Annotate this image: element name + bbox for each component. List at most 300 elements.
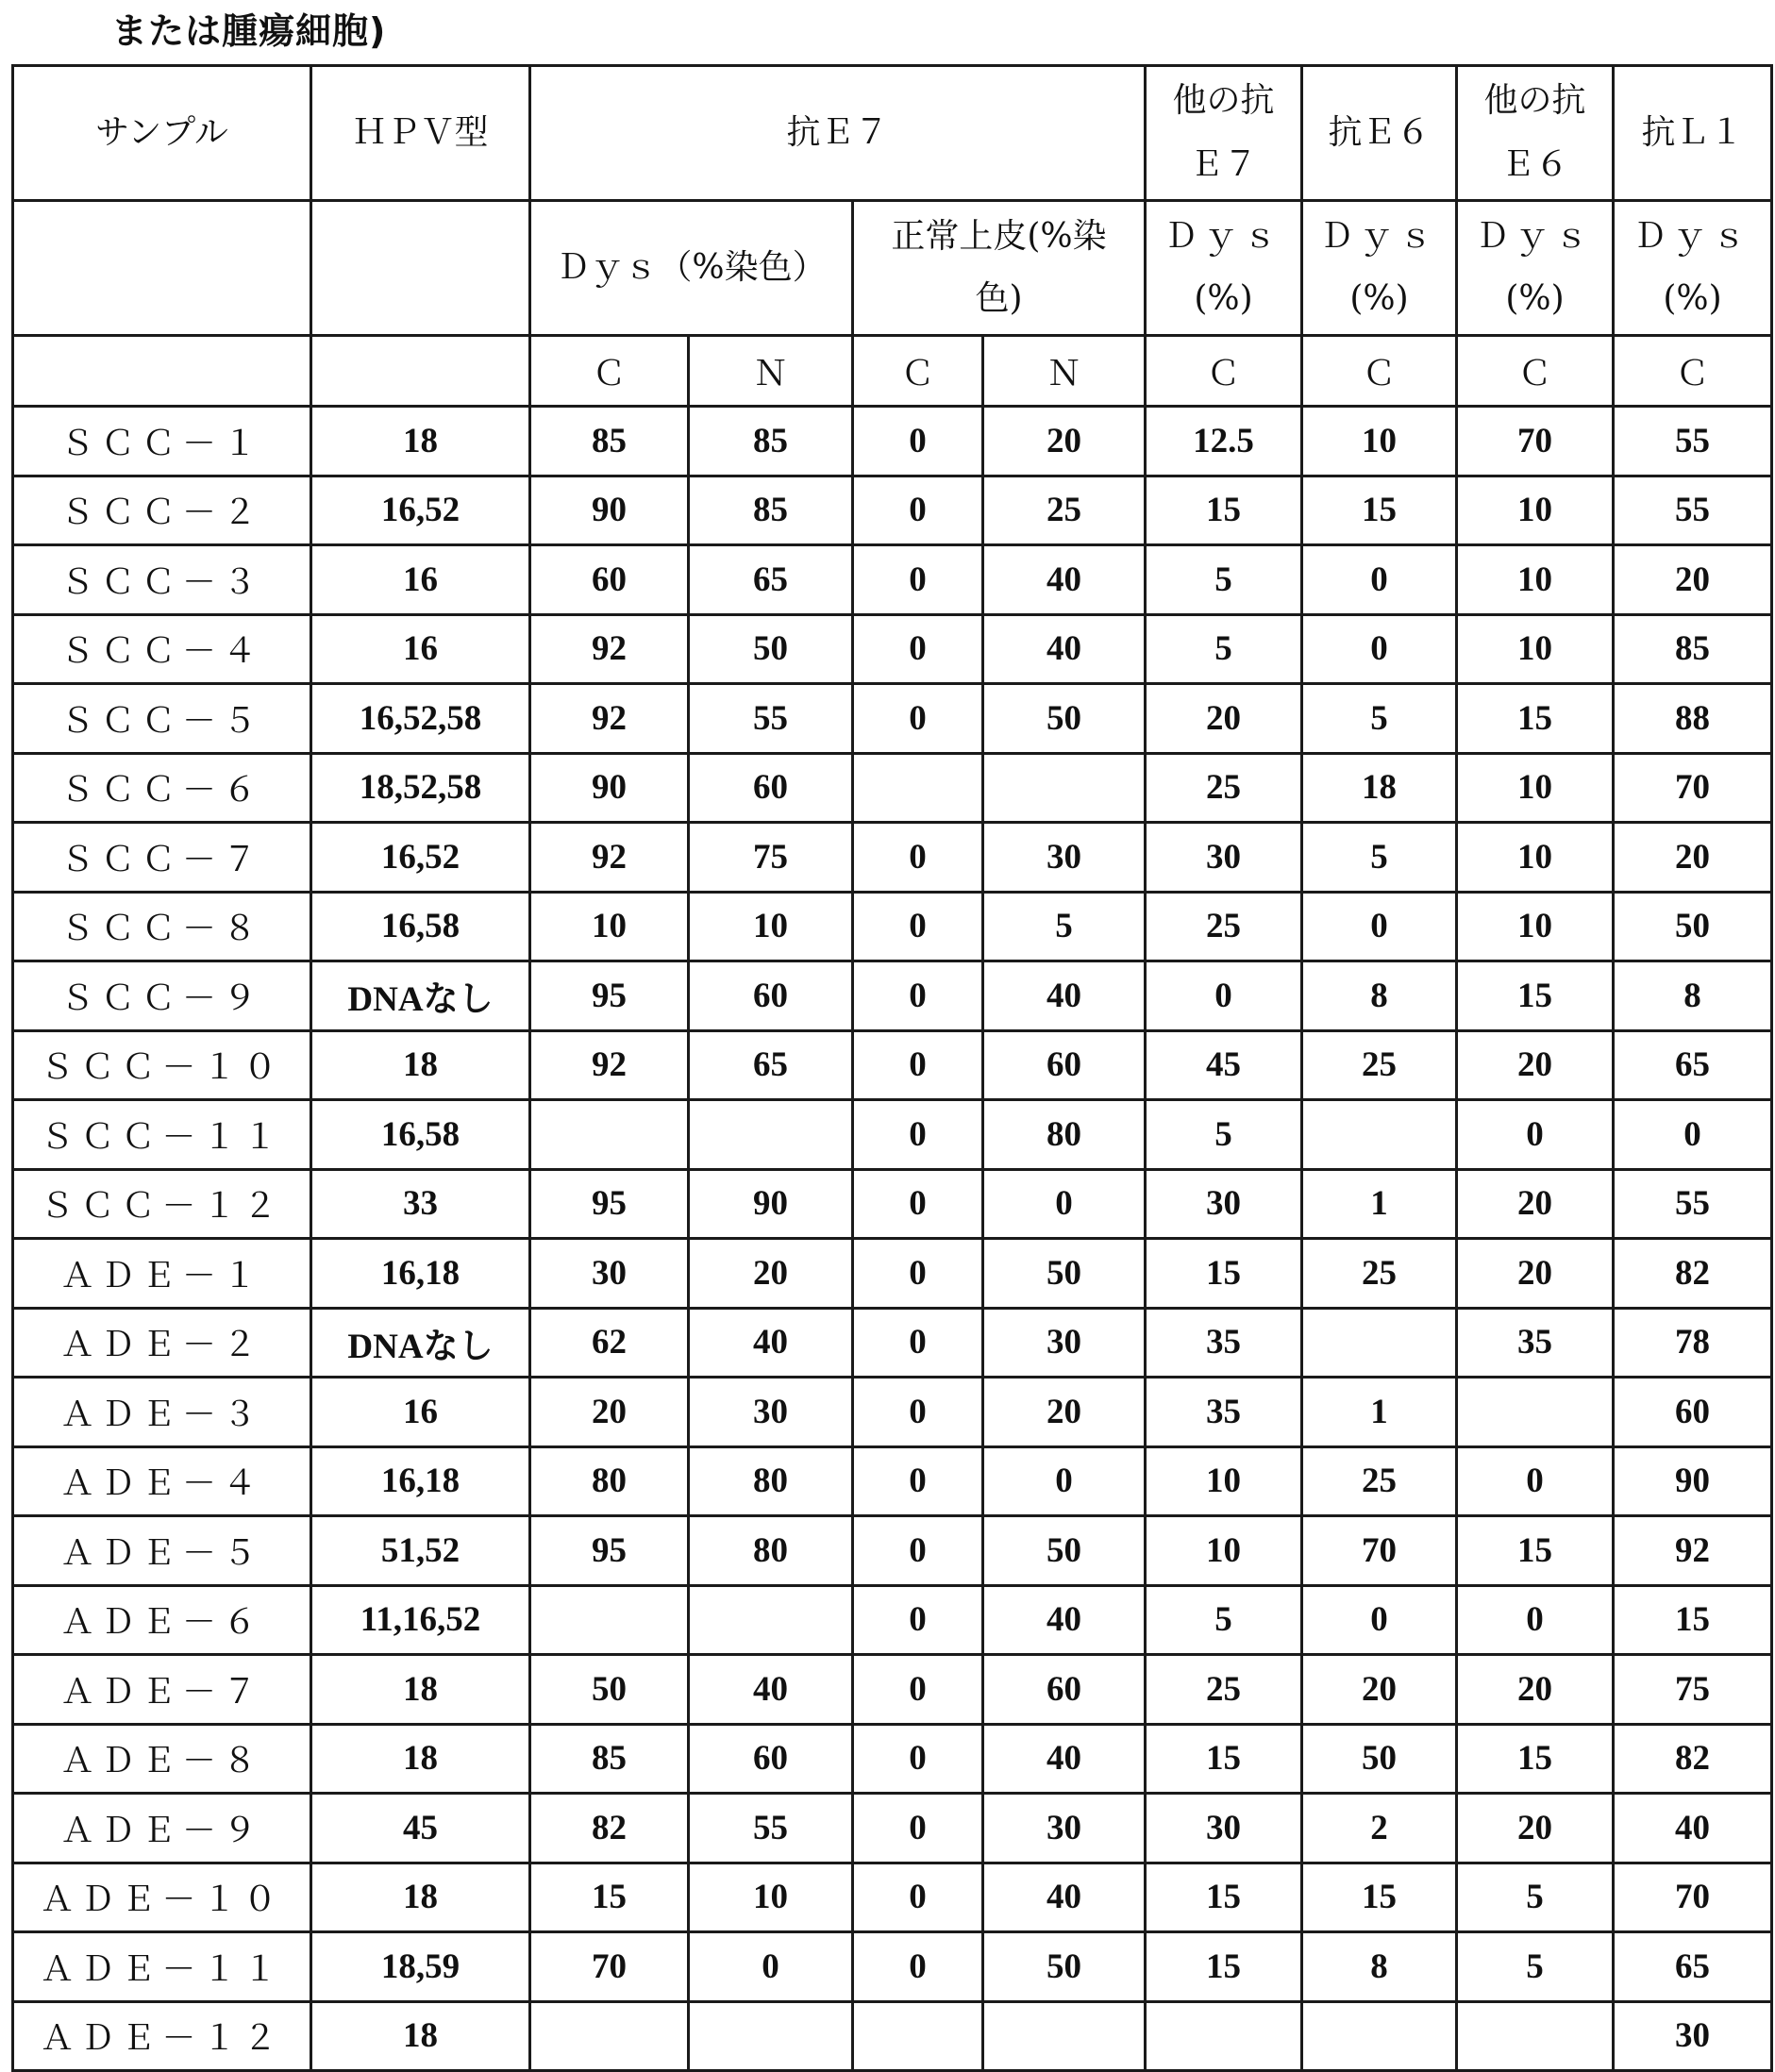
table-cell: 15 xyxy=(1457,961,1614,1031)
cn-cell: Ｎ xyxy=(689,336,853,407)
table-cell: 20 xyxy=(1457,1794,1614,1863)
table-row xyxy=(13,684,1772,754)
table-cell: 82 xyxy=(1614,1724,1772,1794)
table-cell: 0 xyxy=(1302,892,1457,961)
table-cell: 78 xyxy=(1614,1308,1772,1378)
table-cell: 15 xyxy=(1457,684,1614,754)
table-cell: 5 xyxy=(1302,684,1457,754)
table-cell: 18,52,58 xyxy=(311,753,530,823)
table-cell: 10 xyxy=(1302,407,1457,476)
table-cell: 50 xyxy=(1302,1724,1457,1794)
table-cell xyxy=(853,2001,983,2071)
table-cell: 18 xyxy=(311,1030,530,1100)
table-cell: 30 xyxy=(1146,1794,1302,1863)
sample-name-cell: ＳＣＣ－１２ xyxy=(13,1169,311,1239)
table-cell: 11,16,52 xyxy=(311,1585,530,1655)
table-cell: 15 xyxy=(1457,1516,1614,1586)
table-cell: 55 xyxy=(1614,476,1772,545)
table-cell: 40 xyxy=(983,1724,1146,1794)
table-cell: 40 xyxy=(983,1585,1146,1655)
table-row xyxy=(13,407,1772,476)
table-cell: 55 xyxy=(689,1794,853,1863)
dys-label: Ｄｙｓ xyxy=(1476,217,1595,256)
header-other-anti-e7 xyxy=(1146,66,1302,201)
table-cell: 15 xyxy=(1302,1863,1457,1932)
table-cell: 40 xyxy=(983,1863,1146,1932)
table-cell: 25 xyxy=(1146,753,1302,823)
table-cell: 20 xyxy=(1457,1169,1614,1239)
table-cell: 75 xyxy=(1614,1655,1772,1725)
header-hpv-type: ＨＰＶ型 xyxy=(311,66,530,201)
table-cell: 65 xyxy=(689,545,853,615)
table-cell: 15 xyxy=(1302,476,1457,545)
table-cell: 85 xyxy=(689,407,853,476)
table-cell: 65 xyxy=(1614,1932,1772,2002)
table-cell: 0 xyxy=(853,1724,983,1794)
sample-name-cell: ＡＤＥ－３ xyxy=(13,1378,311,1447)
table-cell: 2 xyxy=(1302,1794,1457,1863)
table-cell: 15 xyxy=(1146,476,1302,545)
sample-name-cell: ＡＤＥ－６ xyxy=(13,1585,311,1655)
table-cell: 15 xyxy=(1146,1239,1302,1309)
table-row xyxy=(13,1585,1772,1655)
table-row xyxy=(13,1516,1772,1586)
table-cell: 0 xyxy=(853,1516,983,1586)
sample-name-cell: ＳＣＣ－１ xyxy=(13,407,311,476)
table-cell: 12.5 xyxy=(1146,407,1302,476)
table-cell xyxy=(983,2001,1146,2071)
table-cell: 0 xyxy=(853,545,983,615)
table-cell: 15 xyxy=(530,1863,689,1932)
pct-label: (%) xyxy=(1349,279,1408,318)
table-cell: 10 xyxy=(1457,545,1614,615)
subheader-blank-sample xyxy=(13,201,311,336)
table-cell: 80 xyxy=(689,1516,853,1586)
header-other-anti-e6 xyxy=(1457,66,1614,201)
table-cell: 0 xyxy=(1614,1100,1772,1170)
table-cell: 45 xyxy=(1146,1030,1302,1100)
table-cell: 95 xyxy=(530,961,689,1031)
table-row xyxy=(13,892,1772,961)
table-cell: 25 xyxy=(1302,1239,1457,1309)
table-cell: 10 xyxy=(1457,614,1614,684)
header-other-anti-e7-line1: 他の抗 xyxy=(1173,81,1275,120)
table-cell: 10 xyxy=(1457,476,1614,545)
table-cell: 45 xyxy=(311,1794,530,1863)
cn-cell: Ｃ xyxy=(1614,336,1772,407)
table-cell: 0 xyxy=(1457,1100,1614,1170)
sample-name-cell: ＡＤＥ－５ xyxy=(13,1516,311,1586)
sample-name-cell: ＳＣＣ－３ xyxy=(13,545,311,615)
table-cell: 0 xyxy=(853,476,983,545)
header-anti-l1: 抗Ｌ１ xyxy=(1614,66,1772,201)
table-cell: 50 xyxy=(983,1516,1146,1586)
cn-cell: Ｃ xyxy=(853,336,983,407)
table-row xyxy=(13,961,1772,1031)
table-cell: 18 xyxy=(311,1655,530,1725)
table-row xyxy=(13,1932,1772,2002)
table-cell xyxy=(530,1100,689,1170)
header-anti-e6: 抗Ｅ６ xyxy=(1302,66,1457,201)
table-cell: 15 xyxy=(1614,1585,1772,1655)
table-cell: 82 xyxy=(1614,1239,1772,1309)
subheader-dys-pct-2 xyxy=(1302,201,1457,336)
cn-cell: Ｃ xyxy=(530,336,689,407)
table-cell: 51,52 xyxy=(311,1516,530,1586)
table-cell: 85 xyxy=(689,476,853,545)
table-cell: 35 xyxy=(1457,1308,1614,1378)
table-cell: 5 xyxy=(1146,545,1302,615)
table-cell xyxy=(1457,2001,1614,2071)
table-cell: 50 xyxy=(983,684,1146,754)
table-row xyxy=(13,614,1772,684)
table-row xyxy=(13,1239,1772,1309)
subheader-normal-epi-line1: 正常上皮(%染 xyxy=(891,217,1106,256)
table-cell xyxy=(1146,2001,1302,2071)
table-cell: 25 xyxy=(1302,1446,1457,1516)
table-cell: 0 xyxy=(689,1932,853,2002)
sample-name-cell: ＳＣＣ－５ xyxy=(13,684,311,754)
table-cell: 16 xyxy=(311,1378,530,1447)
table-cell: 92 xyxy=(530,1030,689,1100)
table-cell: 0 xyxy=(853,1169,983,1239)
table-cell: 0 xyxy=(1457,1585,1614,1655)
dys-label: Ｄｙｓ xyxy=(1633,217,1752,256)
subheader-normal-epi-line2: 色) xyxy=(975,279,1022,318)
table-cell: 0 xyxy=(1302,1585,1457,1655)
table-cell: 30 xyxy=(689,1378,853,1447)
table-cell: 25 xyxy=(1302,1030,1457,1100)
table-cell: 20 xyxy=(983,407,1146,476)
table-row xyxy=(13,823,1772,893)
table-cell: 10 xyxy=(1146,1516,1302,1586)
table-cell: DNAなし xyxy=(311,1308,530,1378)
table-cell: 10 xyxy=(689,892,853,961)
pct-label: (%) xyxy=(1663,279,1721,318)
table-row xyxy=(13,1724,1772,1794)
table-cell: 18 xyxy=(311,1863,530,1932)
table-cell: 60 xyxy=(983,1030,1146,1100)
table-cell: 0 xyxy=(1302,545,1457,615)
table-cell: 16,52 xyxy=(311,823,530,893)
table-cell: 10 xyxy=(1457,753,1614,823)
table-cell: 95 xyxy=(530,1169,689,1239)
table-cell: 8 xyxy=(1614,961,1772,1031)
subheader-dys-pct-1 xyxy=(1146,201,1302,336)
table-cell: 0 xyxy=(853,1585,983,1655)
dys-label: Ｄｙｓ xyxy=(1164,217,1283,256)
table-cell: 30 xyxy=(1146,823,1302,893)
table-cell: 0 xyxy=(853,1446,983,1516)
table-cell: 85 xyxy=(530,1724,689,1794)
table-caption: または腫瘍細胞) xyxy=(111,8,386,55)
header-other-anti-e6-line1: 他の抗 xyxy=(1484,81,1586,120)
table-cell: 5 xyxy=(1302,823,1457,893)
table-cell xyxy=(1302,1100,1457,1170)
table-cell: 55 xyxy=(689,684,853,754)
table-cell: 15 xyxy=(1146,1863,1302,1932)
header-anti-e7: 抗Ｅ７ xyxy=(530,66,1146,201)
table-cell: 18,59 xyxy=(311,1932,530,2002)
table-cell: 35 xyxy=(1146,1308,1302,1378)
table-cell: 16,52 xyxy=(311,476,530,545)
table-cell: 55 xyxy=(1614,1169,1772,1239)
table-cell: 5 xyxy=(1146,1585,1302,1655)
table-cell: 20 xyxy=(530,1378,689,1447)
table-cell: 16,18 xyxy=(311,1446,530,1516)
sample-name-cell: ＡＤＥ－２ xyxy=(13,1308,311,1378)
table-cell: 0 xyxy=(853,614,983,684)
cn-cell: Ｎ xyxy=(983,336,1146,407)
subheader-dys-stain: Ｄｙｓ（%染色） xyxy=(530,201,853,336)
table-cell: 20 xyxy=(1457,1239,1614,1309)
table-cell: 60 xyxy=(689,961,853,1031)
sample-name-cell: ＡＤＥ－８ xyxy=(13,1724,311,1794)
table-cell: 20 xyxy=(983,1378,1146,1447)
table-cell xyxy=(689,1585,853,1655)
table-cell: 1 xyxy=(1302,1378,1457,1447)
table-cell: 85 xyxy=(530,407,689,476)
table-row xyxy=(13,1030,1772,1100)
sample-name-cell: ＡＤＥ－１ xyxy=(13,1239,311,1309)
table-cell: 20 xyxy=(689,1239,853,1309)
table-cell: 0 xyxy=(853,684,983,754)
table-cell: 92 xyxy=(530,823,689,893)
table-cell xyxy=(853,753,983,823)
table-cell: 20 xyxy=(1302,1655,1457,1725)
table-row xyxy=(13,545,1772,615)
table-cell: 30 xyxy=(983,823,1146,893)
table-cell: 0 xyxy=(853,1100,983,1170)
table-cell: 20 xyxy=(1614,545,1772,615)
cn-blank-sample xyxy=(13,336,311,407)
sample-name-cell: ＳＣＣ－１１ xyxy=(13,1100,311,1170)
table-cell: 15 xyxy=(1146,1724,1302,1794)
table-cell: 0 xyxy=(853,961,983,1031)
table-row xyxy=(13,1378,1772,1447)
table-cell: 0 xyxy=(1302,614,1457,684)
table-cell: DNAなし xyxy=(311,961,530,1031)
sample-name-cell: ＳＣＣ－４ xyxy=(13,614,311,684)
table-cell: 30 xyxy=(530,1239,689,1309)
table-cell: 70 xyxy=(1457,407,1614,476)
dys-label: Ｄｙｓ xyxy=(1320,217,1439,256)
table-row xyxy=(13,1446,1772,1516)
table-cell: 16,18 xyxy=(311,1239,530,1309)
table-cell: 80 xyxy=(983,1100,1146,1170)
sample-name-cell: ＡＤＥ－９ xyxy=(13,1794,311,1863)
table-cell: 90 xyxy=(530,476,689,545)
table-cell: 60 xyxy=(530,545,689,615)
table-cell: 80 xyxy=(689,1446,853,1516)
table-cell: 15 xyxy=(1146,1932,1302,2002)
table-cell xyxy=(689,1100,853,1170)
sample-name-cell: ＳＣＣ－７ xyxy=(13,823,311,893)
table-cell: 30 xyxy=(983,1308,1146,1378)
table-cell: 0 xyxy=(853,1655,983,1725)
table-cell: 10 xyxy=(1457,823,1614,893)
pct-label: (%) xyxy=(1505,279,1564,318)
table-cell: 65 xyxy=(1614,1030,1772,1100)
table-cell xyxy=(1457,1378,1614,1447)
table-row xyxy=(13,1863,1772,1932)
table-row xyxy=(13,1794,1772,1863)
table-cell: 1 xyxy=(1302,1169,1457,1239)
table-cell: 40 xyxy=(1614,1794,1772,1863)
table-cell: 70 xyxy=(1614,753,1772,823)
table-cell: 10 xyxy=(689,1863,853,1932)
table-cell: 0 xyxy=(853,1863,983,1932)
table-cell: 60 xyxy=(1614,1378,1772,1447)
table-row xyxy=(13,1655,1772,1725)
table-cell: 0 xyxy=(853,892,983,961)
table-cell: 0 xyxy=(853,1239,983,1309)
table-cell: 30 xyxy=(1146,1169,1302,1239)
table-cell: 80 xyxy=(530,1446,689,1516)
sample-name-cell: ＳＣＣ－８ xyxy=(13,892,311,961)
table-cell: 90 xyxy=(689,1169,853,1239)
table-cell xyxy=(689,2001,853,2071)
table-row xyxy=(13,2001,1772,2071)
table-cell: 18 xyxy=(311,1724,530,1794)
table-cell: 16 xyxy=(311,545,530,615)
table-cell: 40 xyxy=(689,1308,853,1378)
table-cell xyxy=(530,1585,689,1655)
table-cell: 0 xyxy=(1457,1446,1614,1516)
table-cell: 50 xyxy=(983,1239,1146,1309)
table-cell: 62 xyxy=(530,1308,689,1378)
header-sample: サンプル xyxy=(13,66,311,201)
table-cell: 50 xyxy=(689,614,853,684)
table-cell: 40 xyxy=(689,1655,853,1725)
table-cell: 10 xyxy=(530,892,689,961)
cn-cell: Ｃ xyxy=(1302,336,1457,407)
table-cell: 20 xyxy=(1457,1030,1614,1100)
sample-name-cell: ＡＤＥ－１１ xyxy=(13,1932,311,2002)
table-cell: 0 xyxy=(1146,961,1302,1031)
table-cell: 20 xyxy=(1146,684,1302,754)
table-cell: 18 xyxy=(311,407,530,476)
table-cell: 0 xyxy=(853,1794,983,1863)
table-cell: 16 xyxy=(311,614,530,684)
table-cell: 60 xyxy=(689,753,853,823)
sample-name-cell: ＳＣＣ－９ xyxy=(13,961,311,1031)
table-cell: 5 xyxy=(983,892,1146,961)
sample-name-cell: ＳＣＣ－１０ xyxy=(13,1030,311,1100)
table-cell: 0 xyxy=(853,1308,983,1378)
table-cell: 16,58 xyxy=(311,892,530,961)
table-cell: 10 xyxy=(1146,1446,1302,1516)
table-cell: 50 xyxy=(983,1932,1146,2002)
table-row xyxy=(13,753,1772,823)
table-cell: 85 xyxy=(1614,614,1772,684)
cn-cell: Ｃ xyxy=(1457,336,1614,407)
table-cell: 15 xyxy=(1457,1724,1614,1794)
table-cell: 25 xyxy=(983,476,1146,545)
table-cell: 0 xyxy=(983,1446,1146,1516)
table-cell: 30 xyxy=(983,1794,1146,1863)
header-row-sub xyxy=(13,201,1772,336)
results-table xyxy=(11,64,1773,2072)
table-cell: 55 xyxy=(1614,407,1772,476)
table-cell: 16,58 xyxy=(311,1100,530,1170)
table-cell: 88 xyxy=(1614,684,1772,754)
table-cell: 75 xyxy=(689,823,853,893)
table-cell: 10 xyxy=(1457,892,1614,961)
table-cell: 8 xyxy=(1302,961,1457,1031)
table-cell: 50 xyxy=(1614,892,1772,961)
subheader-blank-hpv xyxy=(311,201,530,336)
table-cell: 35 xyxy=(1146,1378,1302,1447)
table-cell: 65 xyxy=(689,1030,853,1100)
table-cell: 8 xyxy=(1302,1932,1457,2002)
subheader-dys-pct-3 xyxy=(1457,201,1614,336)
subheader-normal-epithelium xyxy=(853,201,1146,336)
table-cell: 20 xyxy=(1457,1655,1614,1725)
table-cell: 70 xyxy=(1614,1863,1772,1932)
table-cell: 30 xyxy=(1614,2001,1772,2071)
table-cell: 0 xyxy=(853,407,983,476)
cn-blank-hpv xyxy=(311,336,530,407)
table-row xyxy=(13,1100,1772,1170)
table-cell: 5 xyxy=(1146,614,1302,684)
table-cell: 70 xyxy=(1302,1516,1457,1586)
subheader-dys-pct-4 xyxy=(1614,201,1772,336)
table-cell: 5 xyxy=(1457,1863,1614,1932)
sample-name-cell: ＡＤＥ－４ xyxy=(13,1446,311,1516)
cn-cell: Ｃ xyxy=(1146,336,1302,407)
table-cell xyxy=(530,2001,689,2071)
header-other-anti-e7-line2: Ｅ７ xyxy=(1190,145,1258,184)
table-cell: 18 xyxy=(1302,753,1457,823)
table-cell: 90 xyxy=(530,753,689,823)
header-other-anti-e6-line2: Ｅ６ xyxy=(1501,145,1569,184)
table-cell: 25 xyxy=(1146,1655,1302,1725)
table-cell: 40 xyxy=(983,961,1146,1031)
header-row-main xyxy=(13,66,1772,201)
table-cell: 0 xyxy=(853,1030,983,1100)
table-cell: 60 xyxy=(983,1655,1146,1725)
sample-name-cell: ＳＣＣ－２ xyxy=(13,476,311,545)
header-row-cn xyxy=(13,336,1772,407)
table-cell: 92 xyxy=(530,614,689,684)
table-cell xyxy=(1302,1308,1457,1378)
table-cell: 40 xyxy=(983,614,1146,684)
table-cell: 40 xyxy=(983,545,1146,615)
table-cell: 0 xyxy=(853,823,983,893)
sample-name-cell: ＡＤＥ－１２ xyxy=(13,2001,311,2071)
table-cell: 25 xyxy=(1146,892,1302,961)
table-row xyxy=(13,1169,1772,1239)
table-cell: 0 xyxy=(983,1169,1146,1239)
table-cell: 95 xyxy=(530,1516,689,1586)
table-cell: 0 xyxy=(853,1932,983,2002)
sample-name-cell: ＡＤＥ－７ xyxy=(13,1655,311,1725)
table-cell: 5 xyxy=(1457,1932,1614,2002)
table-cell: 70 xyxy=(530,1932,689,2002)
table-cell: 60 xyxy=(689,1724,853,1794)
table-cell: 5 xyxy=(1146,1100,1302,1170)
table-row xyxy=(13,476,1772,545)
pct-label: (%) xyxy=(1194,279,1252,318)
table-row xyxy=(13,1308,1772,1378)
table-cell: 33 xyxy=(311,1169,530,1239)
table-cell: 92 xyxy=(1614,1516,1772,1586)
table-cell: 90 xyxy=(1614,1446,1772,1516)
table-cell: 50 xyxy=(530,1655,689,1725)
table-cell: 0 xyxy=(853,1378,983,1447)
sample-name-cell: ＡＤＥ－１０ xyxy=(13,1863,311,1932)
